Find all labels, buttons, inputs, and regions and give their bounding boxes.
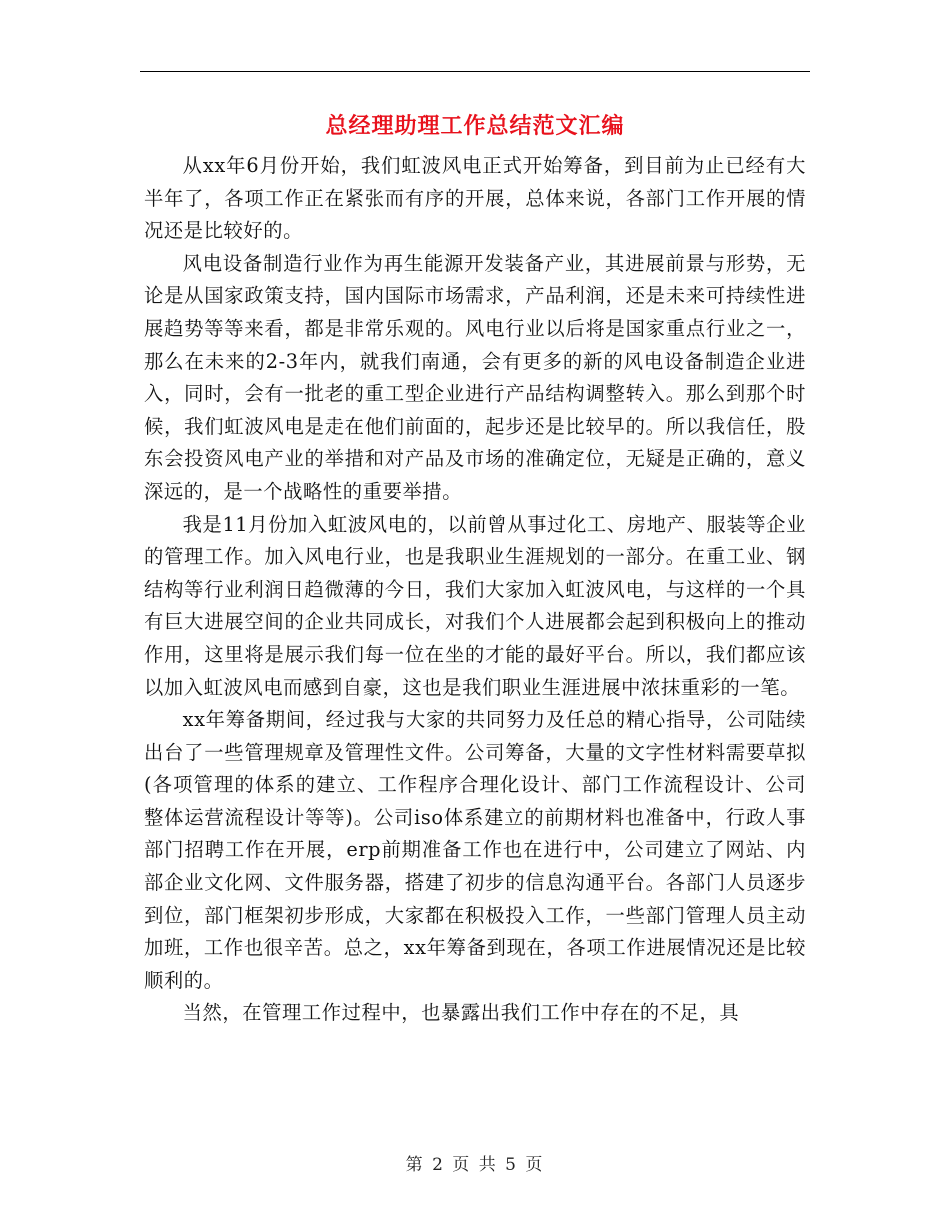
- paragraph-2: 风电设备制造行业作为再生能源开发装备产业，其进展前景与形势，无论是从国家政策支持，国内国际市场需求，产品利润，还是未来可持续性进展趋势等等来看，都是非常乐观的。风电行业以后将是国家重点行业之一，那么在未来的2-3年内，就我们南通，会有更多的新的风电设备制造企业进入，同时，会有一批老的重工型企业进行产品结构调整转入。那么到那个时候，我们虹波风电是走在他们前面的，起步还是比较早的。所以我信任，股东会投资风电产业的举措和对产品及市场的准确定位，无疑是正确的，意义深远的，是一个战略性的重要举措。: [144, 251, 806, 503]
- paragraph-1: 从xx年6月份开始，我们虹波风电正式开始筹备，到目前为止已经有大半年了，各项工作正在紧张而有序的开展，总体来说，各部门工作开展的情况还是比较好的。: [144, 154, 806, 243]
- page-number-footer: 第 2 页 共 5 页: [405, 1155, 545, 1175]
- paragraph-4: xx年筹备期间，经过我与大家的共同努力及任总的精心指导，公司陆续出台了一些管理规章及管理性文件。公司筹备，大量的文字性材料需要草拟(各项管理的体系的建立、工作程序合理化设计、部门工作流程设计、公司整体运营流程设计等等)。公司iso体系建立的前期材料也准备中，行政人事部门招聘工作在开展，erp前期准备工作也在进行中，公司建立了网站、内部企业文化网、文件服务器，搭建了初步的信息沟通平台。各部门人员逐步到位，部门框架初步形成，大家都在积极投入工作，一些部门管理人员主动加班，工作也很辛苦。总之，xx年筹备到现在，各项工作进展情况还是比较顺利的。: [144, 708, 806, 992]
- document-title: 总经理助理工作总结范文汇编: [325, 113, 625, 139]
- paragraph-5: 当然，在管理工作过程中，也暴露出我们工作中存在的不足，具: [182, 1001, 740, 1025]
- paragraph-3: 我是11月份加入虹波风电的，以前曾从事过化工、房地产、服装等企业的管理工作。加入风电行业，也是我职业生涯规划的一部分。在重工业、钢结构等行业利润日趋微薄的今日，我们大家加入虹波风电，与这样的一个具有巨大进展空间的企业共同成长，对我们个人进展都会起到积极向上的推动作用，这里将是展示我们每一位在坐的才能的最好平台。所以，我们都应该以加入虹波风电而感到自豪，这也是我们职业生涯进展中浓抹重彩的一笔。: [144, 512, 806, 699]
- document-body: [144, 150, 806, 1030]
- header-rule: [140, 71, 810, 72]
